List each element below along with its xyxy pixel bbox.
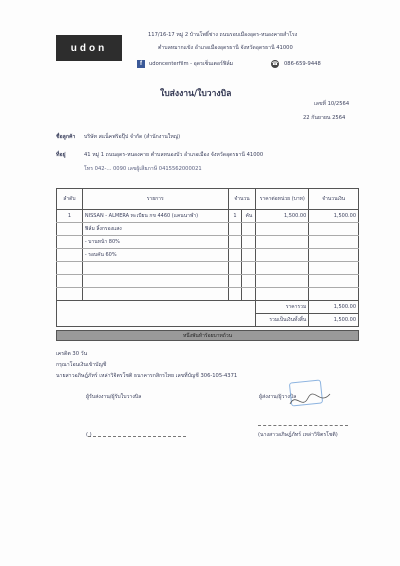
cell-no: 1 [57,210,83,223]
header-qty: จำนวน [228,189,256,210]
cell-no [57,288,83,301]
cell-price [256,249,309,262]
cell-no [57,249,83,262]
cell-unit [242,249,256,262]
subtotal-label: ราคารวม [256,301,309,314]
customer-address-label: ที่อยู่ [56,152,66,158]
cell-unit [242,223,256,236]
cell-price: 1,500.00 [256,210,309,223]
cell-qty [228,275,242,288]
cell-unit [242,275,256,288]
table-row [57,288,359,301]
cell-qty [228,223,242,236]
company-address-line1: 117/16-17 หมู่ 2 บ้านโพธิ์ช่าง ถนนรอบเมืองอุดร-หนองคายสำโรง [148,32,298,38]
document-date: 22 กันยายน 2564 [303,115,346,121]
customer-address: 41 หมู่ 1 ถนนอุดร-หนองคาย ตำบลหนองบัว อำเภอเมือง จังหวัดอุดรธานี 41000 [84,152,264,158]
bank-details: นายสาวอภิษฎ์ภัทร์ เหล่าวิจิตรโชติ ธนาคารกสิกรไทย เลขที่บัญชี 306-105-4371 [56,373,238,379]
company-address-line2: ตำบลหมากแข้ง อำเภอเมืองอุดรธานี จังหวัดอุดรธานี 41000 [158,45,293,51]
cell-price [256,275,309,288]
cell-qty: 1 [228,210,242,223]
table-row [57,275,359,288]
cell-qty [228,262,242,275]
transfer-note: กรุณาโอนเงินเข้าบัญชี [56,362,107,368]
customer-name: บริษัท สแน็คฟร้อปุ๊ป จำกัด (สำนักงานใหญ่) [84,134,181,140]
subtotal-row [57,301,359,314]
company-phone: 086-659-9448 [284,61,321,67]
table-row [57,249,359,262]
cell-desc: ฟิล์ม ลิ้งกรองแสง [82,223,228,236]
total-row [57,314,359,327]
header-desc: รายการ [82,189,228,210]
cell-desc [82,288,228,301]
header-price: ราคาต่อหน่วย (บาท) [256,189,309,210]
cell-unit [242,288,256,301]
cell-amount [309,236,359,249]
total-label: รวมเป็นเงินทั้งสิ้น [256,314,309,327]
sender-signature-line [258,425,348,426]
header-no: ลำดับ [57,189,83,210]
cell-qty [228,236,242,249]
receiver-signature-line [88,436,186,437]
facebook-icon: f [137,60,145,68]
cell-no [57,275,83,288]
cell-desc [82,275,228,288]
subtotal-value: 1,500.00 [309,301,359,314]
cell-amount: 1,500.00 [309,210,359,223]
header-amount: จำนวนเงิน [309,189,359,210]
cell-amount [309,249,359,262]
cell-unit [242,262,256,275]
cell-no [57,262,83,275]
cell-price [256,262,309,275]
subtotal-spacer [57,301,256,314]
cell-desc: NISSAN - ALMERA ทะเบียน กข 4460 (แคนนาฬ่า) [82,210,228,223]
customer-name-label: ชื่อลูกค้า [56,134,76,140]
company-logo [56,35,122,61]
items-table [56,188,359,327]
table-row [57,262,359,275]
cell-amount [309,288,359,301]
sender-label: ผู้ส่งงาน/ผู้วางบิล [259,394,297,400]
cell-qty [228,249,242,262]
cell-price [256,223,309,236]
customer-phone-tax: โทร 042-... 0090 เลขผู้เสียภาษี 0415562000021 [84,166,202,172]
document-number: เลขที่ 10/2564 [314,101,350,107]
table-row [57,223,359,236]
cell-amount [309,262,359,275]
cell-amount [309,223,359,236]
cell-no [57,236,83,249]
cell-desc [82,262,228,275]
receiver-label: ผู้รับส่งงาน/ผู้รับใบวางบิล [86,394,142,400]
sender-name: (นางสาวอภิษฎ์ภัทร์ เหล่าวิจิตรโชติ) [258,432,338,438]
cell-price [256,288,309,301]
table-row [57,236,359,249]
cell-unit: คัน [242,210,256,223]
total-value: 1,500.00 [309,314,359,327]
phone-icon: ☎ [271,61,279,67]
cell-amount [309,275,359,288]
amount-in-words: หนึ่งพันห้าร้อยบาทถ้วน [182,332,233,339]
cell-desc: - รอบคัน 60% [82,249,228,262]
cell-unit [242,236,256,249]
total-spacer [57,314,256,327]
logo-text: udon [70,42,108,54]
table-row [57,210,359,223]
credit-terms: เครดิต 30 วัน [56,351,88,357]
receiver-name-paren: ( ) [86,432,92,438]
document-title: ใบส่งงาน/ใบวางบิล [160,89,232,99]
amount-in-words-banner [56,330,359,341]
cell-desc: - บานหน้า 80% [82,236,228,249]
signature-scribble [286,386,336,416]
cell-qty [228,288,242,301]
table-header-row [57,189,359,210]
company-facebook: udoncenterfilm - อุดรเซ็นเตอร์ฟิล์ม [149,61,234,67]
cell-price [256,236,309,249]
cell-no [57,223,83,236]
